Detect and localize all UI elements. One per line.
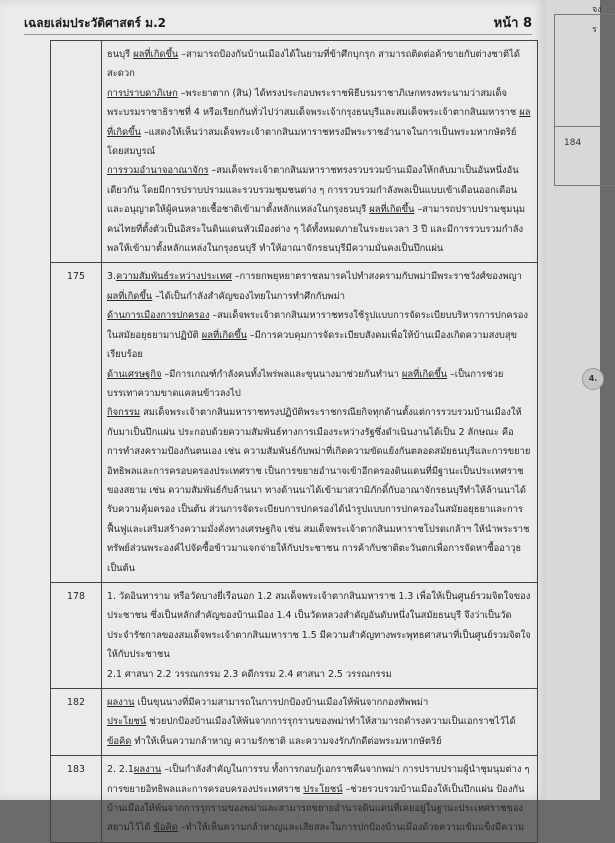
answer-cell [102, 582, 538, 688]
underlined-term: ข้อคิด [107, 735, 132, 747]
answer-text: ช่วยปกป้องบ้านเมืองให้พ้นจากการรุกรานของพม่าทำให้สามารถดำรงความเป็นเอกราชไว้ได้ [146, 716, 516, 728]
answer-cell [102, 756, 538, 843]
answer-text: –มีการควบคุมการจัดระเบียบสังคมเพื่อให้บ้านเมืองเกิดความสงบสุขเรียบร้อย [107, 329, 517, 361]
answer-text: สมเด็จพระเจ้าตากสินมหาราชทรงปฏิบัติพระราชกรณียกิจทุกด้านตั้งแต่การรวบรวมบ้านเมืองให้กับมาเป็นปึกแผ่น ประกอบด้วยความสัมพันธ์ทางการเมืองระหว่างรัฐซึ่งดำเนินงานได้เป็น 2 ลักษณะ คือ การทำสงครามป้องกันตนเอง เช่น ความสัมพันธ์กับพม่าที่เกิดความขัดแย้งกันตลอดสมัยธนบุรีและการขยายอิทธิพลและการครอบครองประเทศราช เป็นการขยายอำนาจเข้าอีกครองดินแดนที่มีฐานะเป็นประเทศราชของสยาม เช่น ความสัมพันธ์กับล้านนา ทางด้านนาได้เข้ามาสวามิภักดิ์กับอาณาจักรธนบุรีทำให้ล้านนาได้รับความคุ้มครอง เป็นต้น ส่วนการจัดระเบียบการปกครองได้นำรูปแบบการปกครองในสมัยอยุธยาและการฟื้นฟูและเสริมสร้างความมั่งคั่งทางเศรษฐกิจ เช่น สมเด็จพระเจ้าตากสินมหาราชโปรดเกล้าฯ ให้นำพระราชทรัพย์ส่วนพระองค์ไปจัดซื้อข้าวมาแจกจ่ายให้กับประชาชน การค้ากับชาติตะวันตกเพื่อการจัดหาซื้ออาวุธ เป็นต้น [107, 407, 531, 574]
underlined-term: ผลที่เกิดขึ้น [107, 107, 531, 138]
answer-text: –ทำให้เห็นความกล้าหาญและเสียสละในการปกป้องบ้านเมืองด้วยความเข้มแข็งมีความ [177, 822, 525, 834]
page-header [24, 8, 532, 35]
answer-paragraph [107, 161, 532, 258]
adjacent-text-fragment: จง [592, 5, 602, 15]
answer-paragraph [107, 45, 532, 84]
underlined-term: ประโยชน์ [107, 716, 147, 728]
underlined-term: ผลงาน [133, 764, 162, 776]
answer-paragraph [107, 760, 532, 838]
page-number: หน้า 8 [493, 16, 532, 31]
adjacent-row-divider [554, 126, 600, 127]
underlined-term: ผลงาน [107, 697, 135, 708]
answer-paragraph [107, 712, 532, 731]
answer-text: ธนบุรี [107, 49, 134, 60]
underlined-term: ผลที่เกิดขึ้น [133, 49, 179, 60]
answer-paragraph [107, 403, 532, 578]
answer-text: 3. [107, 271, 116, 283]
underlined-term: ประโยชน์ [303, 783, 343, 795]
page-reference-cell: 182 [51, 689, 102, 756]
question-badge: 4. [582, 368, 604, 390]
answer-paragraph [107, 267, 532, 306]
answer-text: –มีการเกณฑ์กำลังคนทั้งไพร่พลและขุนนางมาช่วยกันทำนา [161, 368, 402, 380]
answer-text: เป็นขุนนางที่มีความสามารถในการปกป้องบ้านเมืองให้พ้นจากกองทัพพม่า [134, 697, 429, 708]
underlined-term: การรวมอำนาจอาณาจักร [107, 165, 209, 177]
answer-text: –พระยาตาก (สิน) ได้ทรงประกอบพระราชพิธีบรมราชาภิเษกทรงพระนามว่าสมเด็จพระบรมราชาธิราชที่ 4 หรือเรียกกันทั่วไปว่าสมเด็จพระเจ้ากรุงธนบุรีและสมเด็จพระเจ้าตากสินมหาราช [107, 87, 520, 119]
adjacent-table-frame [554, 14, 615, 186]
underlined-term: ผลที่เกิดขึ้น [201, 329, 247, 341]
table-row [51, 41, 538, 263]
table-row [51, 263, 538, 583]
adjacent-row-number: 184 [564, 138, 582, 148]
adjacent-text-fragment: ร [592, 25, 597, 35]
answer-table [50, 40, 538, 843]
underlined-term: ด้านการเมืองการปกครอง [107, 310, 210, 322]
answer-text: –ได้เป็นกำลังสำคัญของไทยในการทำศึกกับพม่า [152, 290, 346, 302]
answer-paragraph [107, 587, 532, 665]
answer-text: –การยกพยุหยาตราชลมารคไปทำสงครามกับพม่ามีพระราชวังศ์ของพญา [231, 271, 522, 283]
book-title: เฉลยเล่มประวัติศาสตร์ ม.2 [24, 16, 166, 30]
answer-text: –เป็นกำลังสำคัญในการรบ ทั้งการกอบกู้เอกราชคืนจากพม่า การปราบปรามผู้นำชุมนุมต่าง ๆ การขยายอิทธิพลและการครอบครองประเทศราช [107, 764, 530, 795]
answer-text: –ช่วยรวบรวมบ้านเมืองให้เป็นปึกแผ่น ป้องกันบ้านเมืองให้พ้นจากการรุกรานของพม่าและสามารถขยายอำนาจดินแดนที่เคยอยู่ในฐานะประเทศราชของสยามไว้ได้ [107, 783, 525, 834]
answer-cell [102, 689, 538, 756]
table-row [51, 689, 538, 756]
answer-text: –สามารถป้องกันบ้านเมืองได้ในยามที่ข้าศึกบุกรุก สามารถติดต่อค้าขายกับต่างชาติได้สะดวก [107, 49, 520, 80]
answer-text: –แสดงให้เห็นว่าสมเด็จพระเจ้าตากสินมหาราชทรงมีพระราชอำนาจในการเป็นพระมหากษัตริย์โดยสมบูรณ์ [107, 126, 517, 158]
page-reference-cell: 183 [51, 756, 102, 843]
answer-text: 2. 2.1 [107, 764, 134, 776]
answer-paragraph [107, 306, 532, 364]
answer-text: ทำให้เห็นความกล้าหาญ ความรักชาติ และความจงรักภักดีต่อพระมหากษัตริย์ [131, 735, 442, 747]
underlined-term: ด้านเศรษฐกิจ [107, 368, 162, 380]
answer-paragraph [107, 732, 532, 751]
answer-text: –เป็นการช่วยบรรเทาความขาดแคลนข้าวลงไป [107, 368, 504, 399]
page-reference-cell: 178 [51, 582, 102, 688]
page-reference-cell [51, 41, 102, 263]
underlined-term: ผลที่เกิดขึ้น [369, 204, 415, 216]
answer-text: 2.1 ศาสนา 2.2 วรรณกรรม 2.3 คดีกรรม 2.4 ศาสนา 2.5 วรรณกรรม [107, 668, 392, 680]
answer-paragraph [107, 365, 532, 404]
table-row [51, 582, 538, 688]
table-row [51, 756, 538, 843]
underlined-term: การปราบดาภิเษก [107, 87, 178, 99]
underlined-term: ผลที่เกิดขึ้น [401, 368, 448, 380]
underlined-term: ผลที่เกิดขึ้น [107, 290, 153, 302]
answer-paragraph [107, 665, 532, 684]
answer-paragraph [107, 84, 532, 162]
answer-text: –สมเด็จพระเจ้าตากสินมหาราชทรงรวบรวมบ้านเมืองให้กลับมาเป็นอันหนึ่งอันเดียวกัน โดยมีการปราบปรามและรวบรวมชุมชนต่าง ๆ การรวบรวมกำลังพลเป็นแบบเข้าเดือนออกเดือนและอนุญาตให้ผู้คนหลายเชื้อชาติเข้ามาตั้งหลักแหล่งในกรุงธนบุรี [107, 165, 519, 216]
answer-text: 1. วัดอินทาราม หรือวัดบางยี่เรือนอก 1.2 สมเด็จพระเจ้าตากสินมหาราช 1.3 เพื่อให้เป็นศูนย์รวมจิตใจของประชาชน ซึ่งเป็นหลักสำคัญของบ้านเมือง 1.4 เป็นวัดหลวงสำคัญอันดับหนึ่งในสมัยธนบุรี จึงว่าเป็นวัดประจำรัชกาลของสมเด็จพระเจ้าตากสินมหาราช 1.5 มีความสำคัญทางพระพุทธศาสนาที่เป็นศูนย์รวมจิตใจให้กับประชาชน [107, 590, 531, 661]
answer-text: –สามารถปราบปรามชุมนุมคนไทยที่ตั้งตัวเป็นอิสระในดินแดนหัวเมืองต่าง ๆ ได้ทั้งหมดภายในระยะเวลา 3 ปี และมีการรวบรวมกำลังพลให้เข้ามาตั้งหลักแหล่งในกรุงธนบุรี ทำให้อาณาจักรธนบุรีมีความมั่นคงเป็นปึกแผ่น [107, 204, 526, 255]
answer-paragraph [107, 693, 532, 712]
answer-text: –สมเด็จพระเจ้าตากสินมหาราชทรงใช้รูปแบบการจัดระเบียบบริหารการปกครองในสมัยอยุธยามาปฏิบัติ [107, 310, 528, 341]
answer-cell [102, 41, 538, 263]
answer-cell [102, 263, 538, 583]
underlined-term: กิจกรรม [107, 407, 141, 419]
underlined-term: ข้อคิด [153, 822, 178, 834]
adjacent-page [546, 0, 600, 800]
underlined-term: ความสัมพันธ์ระหว่างประเทศ [115, 271, 232, 283]
page-reference-cell: 175 [51, 263, 102, 583]
